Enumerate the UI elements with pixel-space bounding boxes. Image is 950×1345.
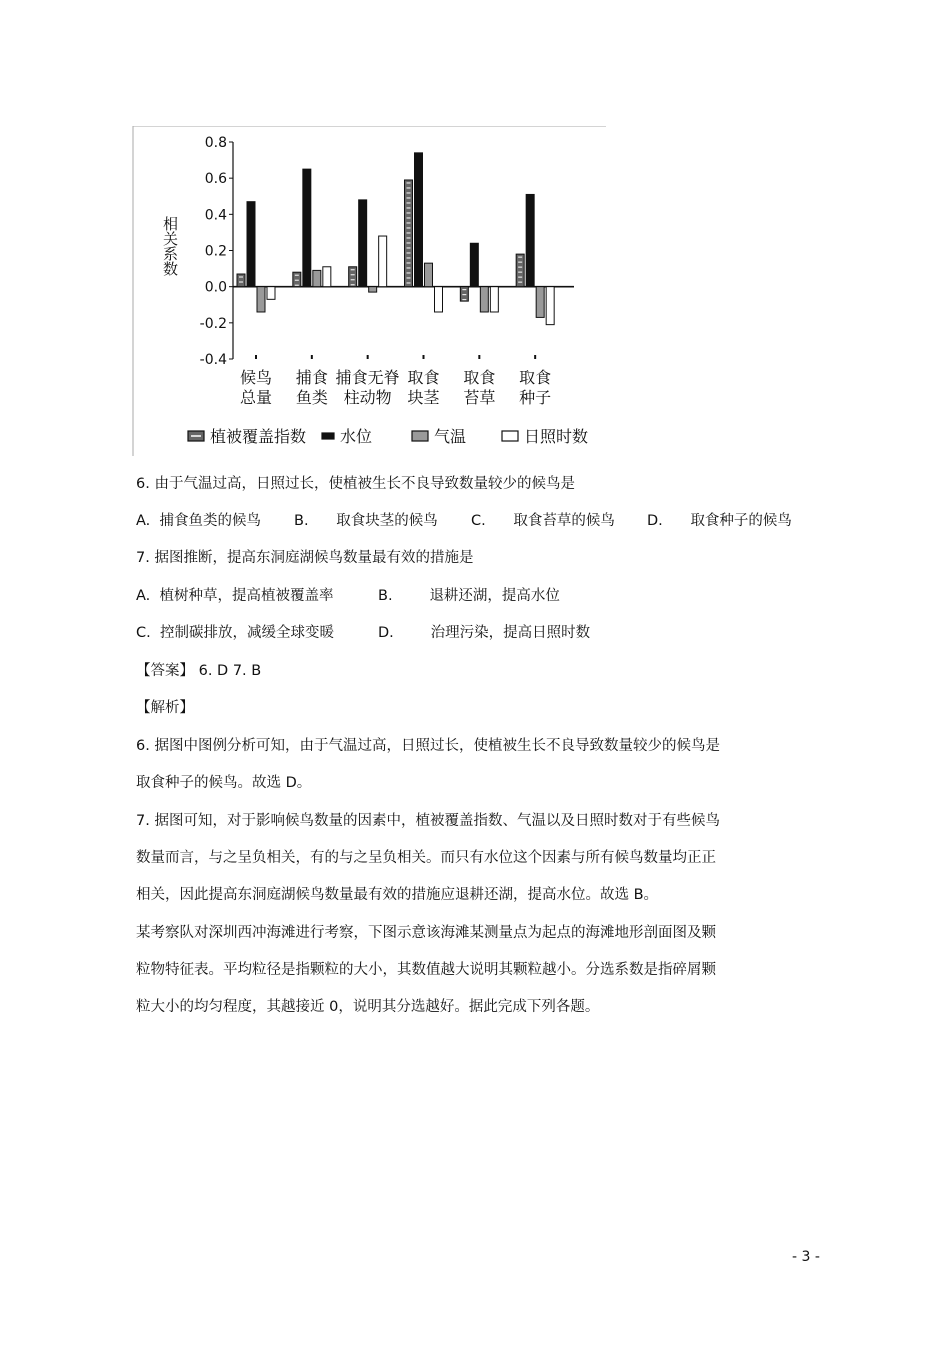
bar-4 (546, 287, 554, 325)
bar-4 (267, 287, 275, 300)
x-tick-label: 捕食 (295, 368, 328, 387)
bar-3 (369, 287, 377, 292)
y-tick-label: 0.4 (204, 207, 227, 224)
bar-2 (526, 194, 534, 286)
x-tick-label: 取食 (407, 368, 440, 387)
q7-option-b[interactable]: B. 退耕还湖，提高水位 (378, 588, 560, 604)
bar-2 (359, 200, 367, 287)
q6-stem: 6. 由于气温过高，日照过长，使植被生长不良导致数量较少的候鸟是 (136, 476, 575, 492)
y-tick-label: 0.8 (204, 135, 227, 151)
q6-option-c[interactable]: C. 取食苔草的候鸟 (471, 513, 615, 529)
bar-3 (425, 263, 433, 287)
legend-swatch (502, 431, 518, 441)
bar-3 (536, 287, 544, 318)
q7-option-a[interactable]: A. 植树种草，提高植被覆盖率 (136, 588, 334, 604)
bar-2 (415, 153, 423, 287)
legend-label: 气温 (434, 427, 467, 446)
y-tick-label: -0.2 (199, 315, 227, 332)
bar-2 (247, 202, 255, 287)
q6-option-d[interactable]: D. 取食种子的候鸟 (647, 513, 792, 529)
bar-chart (132, 126, 610, 456)
analysis-line-1: 6. 据图中图例分析可知，由于气温过高，日照过长，使植被生长不良导致数量较少的候鸟是 (136, 738, 720, 754)
x-tick-label: 取食 (463, 368, 496, 387)
bar-4 (379, 236, 387, 287)
x-tick-label: 总量 (239, 388, 273, 407)
y-tick-label: 0.0 (204, 279, 227, 296)
page-number: - 3 - (792, 1249, 820, 1265)
x-tick-label: 苔草 (463, 388, 496, 407)
legend-label: 水位 (340, 427, 373, 446)
x-tick-label: 柱动物 (343, 388, 392, 407)
analysis-line-2: 取食种子的候鸟。故选 D。 (136, 775, 312, 791)
legend-swatch (322, 433, 334, 439)
q6-option-a[interactable]: A. 捕食鱼类的候鸟 (136, 513, 261, 529)
x-tick-label: 捕食无脊 (335, 368, 400, 387)
y-axis-label: 相关系数 (161, 216, 179, 276)
x-tick-label: 鱼类 (295, 388, 328, 407)
legend-label: 植被覆盖指数 (210, 427, 307, 446)
bar-3 (257, 287, 265, 312)
legend-swatch (412, 431, 428, 441)
q7-option-c[interactable]: C. 控制碳排放，减缓全球变暖 (136, 625, 334, 641)
bar-3 (313, 270, 321, 286)
x-tick-label: 取食 (519, 368, 552, 387)
x-tick-label: 种子 (519, 388, 552, 407)
bar-3 (480, 287, 488, 312)
bar-2 (303, 169, 311, 287)
material-line-1: 某考察队对深圳西冲海滩进行考察，下图示意该海滩某测量点为起点的海滩地形剖面图及颗 (136, 925, 716, 941)
bar-2 (470, 243, 478, 286)
answer-line: 【答案】 6. D 7. B (136, 663, 262, 679)
analysis-title: 【解析】 (136, 700, 194, 716)
y-tick-label: -0.4 (199, 352, 227, 368)
analysis-line-5: 相关，因此提高东洞庭湖候鸟数量最有效的措施应退耕还湖，提高水位。故选 B。 (136, 887, 659, 903)
x-tick-label: 候鸟 (239, 368, 273, 387)
y-tick-label: 0.6 (204, 171, 227, 188)
q7-stem: 7. 据图推断，提高东洞庭湖候鸟数量最有效的措施是 (136, 550, 474, 566)
q6-option-b[interactable]: B. 取食块茎的候鸟 (294, 513, 438, 529)
x-tick-label: 块茎 (407, 388, 440, 407)
bar-1 (293, 272, 301, 286)
bar-4 (323, 267, 331, 287)
analysis-line-3: 7. 据图可知，对于影响候鸟数量的因素中，植被覆盖指数、气温以及日照时数对于有些候鸟 (136, 813, 720, 829)
analysis-line-4: 数量而言，与之呈负相关，有的与之呈负相关。而只有水位这个因素与所有候鸟数量均正正 (136, 850, 716, 866)
material-line-2: 粒物特征表。平均粒径是指颗粒的大小，其数值越大说明其颗粒越小。分选系数是指碎屑颗 (136, 962, 716, 978)
legend-label: 日照时数 (524, 427, 589, 446)
bar-1 (237, 274, 245, 287)
bar-4 (490, 287, 498, 312)
bar-4 (435, 287, 443, 312)
bar-1 (460, 287, 468, 301)
y-tick-label: 0.2 (204, 243, 227, 260)
q7-option-d[interactable]: D. 治理污染，提高日照时数 (378, 625, 591, 641)
material-line-3: 粒大小的均匀程度，其越接近 0，说明其分选越好。据此完成下列各题。 (136, 999, 600, 1015)
